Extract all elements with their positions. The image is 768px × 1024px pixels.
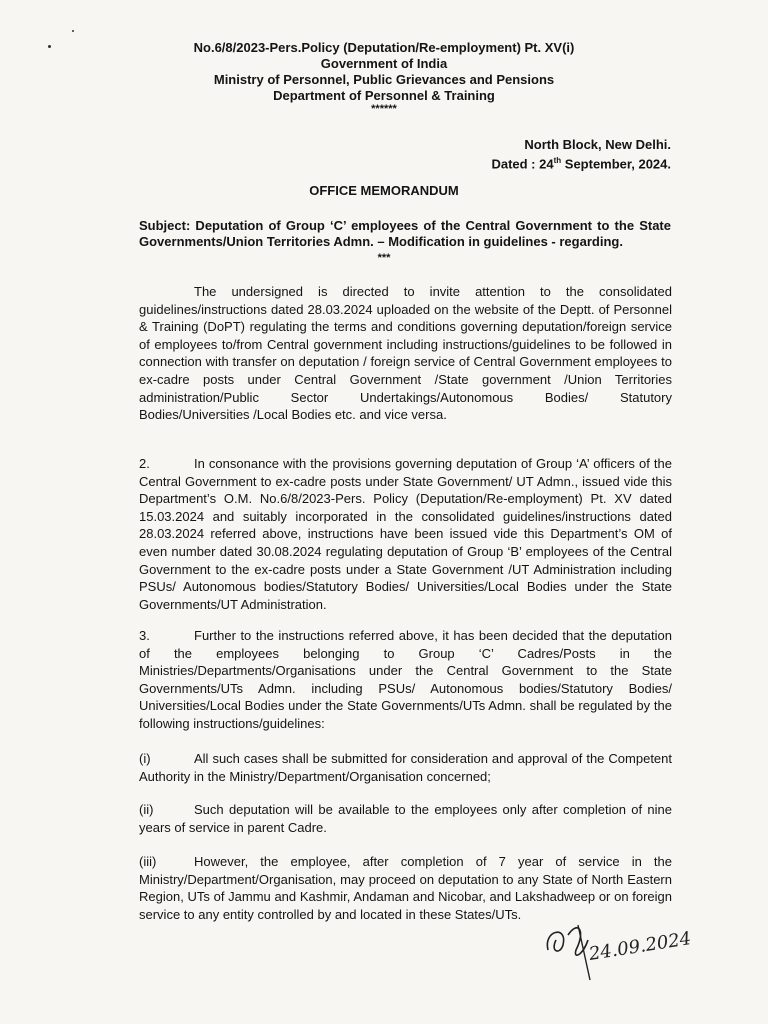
- clause-i: [139, 750, 672, 785]
- reference-number: No.6/8/2023-Pers.Policy (Deputation/Re-employment) Pt. XV(i): [193, 40, 575, 55]
- header-stars: ******: [371, 103, 397, 115]
- government-name: Government of India: [320, 56, 448, 71]
- handwritten-date: 24.09.2024: [587, 928, 693, 965]
- paragraph-2-number: 2.: [139, 456, 150, 471]
- document-header: [0, 40, 768, 114]
- subject-stars: ***: [377, 252, 391, 264]
- paragraph-2: [139, 455, 672, 613]
- paragraph-3-text: Further to the instructions referred above, it has been decided that the deputation of the employees belonging to Group ‘C’ Cadres/Posts in the Ministries/Departments/Organisations under the Central Government to the State Governments/UTs Admn. including PSUs/ Autonomous bodies/Statutory Bodies/ Universities/Local Bodies under the State Governments/UTs Admn. shall be regulated by the following instructions/guidelines:: [139, 628, 672, 731]
- department-name: Department of Personnel & Training: [273, 88, 495, 103]
- paragraph-3: [139, 627, 672, 733]
- clause-i-text: All such cases shall be submitted for consideration and approval of the Competent Authority in the Ministry/Department/Organisation concerned;: [139, 751, 672, 784]
- scan-speck: [48, 45, 51, 48]
- clause-ii-number: (ii): [139, 802, 154, 817]
- scan-speck: [72, 30, 74, 32]
- handwritten-initials: [538, 910, 708, 990]
- clause-iii-number: (iii): [139, 854, 157, 869]
- clause-iii-text: However, the employee, after completion of 7 year of service in the Ministry/Department/Organisation, may proceed on deputation to any State of North Eastern Region, UTs of Jammu and Kashmir, Andaman and Nicobar, and Lakshadweep or on foreign service to any entity controlled by and located in these States/UTs.: [139, 854, 672, 922]
- issue-date: Dated : 24th September, 2024.: [491, 156, 671, 172]
- clause-i-number: (i): [139, 751, 151, 766]
- paragraph-2-text: In consonance with the provisions governing deputation of Group ‘A’ officers of the Central Government to ex-cadre posts under State Government/ UT Admn., issued vide this Department’s O.M. No.6/8/2023-Pers. Policy (Deputation/Re-employment) Pt. XV dated 15.03.2024 and suitably incorporated in the consolidated guidelines/instructions dated 28.03.2024 referred above, instructions have been issued vide this Department’s OM of even number dated 30.08.2024 regulating deputation of Group ‘B’ employees of the Central Government to the ex-cadre posts under a State Government /UT Administration including PSUs/ Autonomous bodies/Statutory Bodies/ Universities/Local Bodies under the State Governments/UT Administration.: [139, 456, 672, 612]
- paragraph-1: The undersigned is directed to invite attention to the consolidated guidelines/instructions dated 28.03.2024 uploaded on the website of the Deptt. of Personnel & Training (DoPT) regulating the terms and conditions governing deputation/foreign service of employees to/from Central government including instructions/guidelines to be followed in connection with transfer on deputation / foreign service of Central Government employees to ex-cadre posts under Central Government /State government /Union Territories administration/Public Sector Undertakings/Autonomous Bodies/ Statutory Bodies/Universities /Local Bodies etc. and vice versa.: [139, 284, 672, 423]
- subject-line: Subject: Deputation of Group ‘C’ employees of the Central Government to the State Governments/Union Territories Admn. – Modification in guidelines - regarding.: [139, 218, 671, 249]
- clause-ii-text: Such deputation will be available to the employees only after completion of nine years of service in parent Cadre.: [139, 802, 672, 835]
- place-and-date: [491, 137, 671, 172]
- paragraph-3-number: 3.: [139, 628, 150, 643]
- memo-title: OFFICE MEMORANDUM: [309, 183, 459, 198]
- ministry-name: Ministry of Personnel, Public Grievances and Pensions: [213, 72, 555, 87]
- clause-ii: [139, 801, 672, 836]
- location: North Block, New Delhi.: [524, 137, 671, 152]
